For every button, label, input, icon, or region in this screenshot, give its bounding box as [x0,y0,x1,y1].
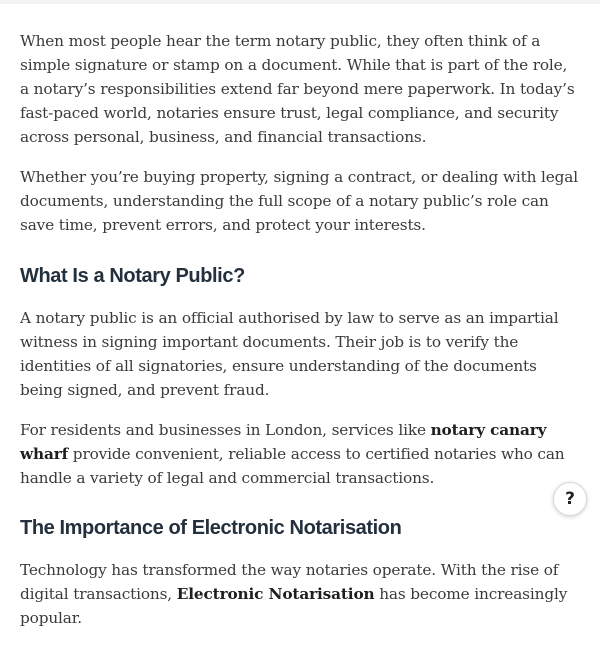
technology-paragraph [20,558,580,630]
technology-text-before: Technology has transformed the way notaries operate. With the rise of digital transactions, [20,561,559,603]
help-button[interactable] [553,482,587,516]
section-heading-electronic-notarisation: The Importance of Electronic Notarisation [20,517,402,539]
intro-paragraph: When most people hear the term notary public, they often think of a simple signature or stamp on a document. While that is part of the role, a notary’s responsibilities extend far beyond mere paperwork. In today’s fast-paced world, notaries ensure trust, legal compliance, and security across personal, business, and financial transactions. [20,32,575,146]
notary-canary-wharf-link[interactable]: notary canary wharf [20,421,547,463]
electronic-notarisation-link[interactable]: Electronic Notarisation [176,585,375,603]
technology-text-after: has become increasingly popular. [20,585,568,627]
intro-paragraph-2: Whether you’re buying property, signing a contract, or dealing with legal documents, understanding the full scope of a notary public’s role can save time, prevent errors, and protect your interests. [20,168,578,234]
london-text-before: For residents and businesses in London, services like [20,421,431,439]
london-text-after: provide convenient, reliable access to certified notaries who can handle a variety of legal and commercial transactions. [20,445,565,487]
top-bar [0,0,600,4]
section-heading-what-is-notary: What Is a Notary Public? [20,265,245,287]
london-paragraph [20,418,580,490]
question-mark-icon: ? [565,489,575,509]
article-body [20,29,580,646]
definition-paragraph: A notary public is an official authorised by law to serve as an impartial witness in signing important documents. Their job is to verify the identities of all signatories, ensure understanding of the documents being signed, and prevent fraud. [20,309,559,399]
